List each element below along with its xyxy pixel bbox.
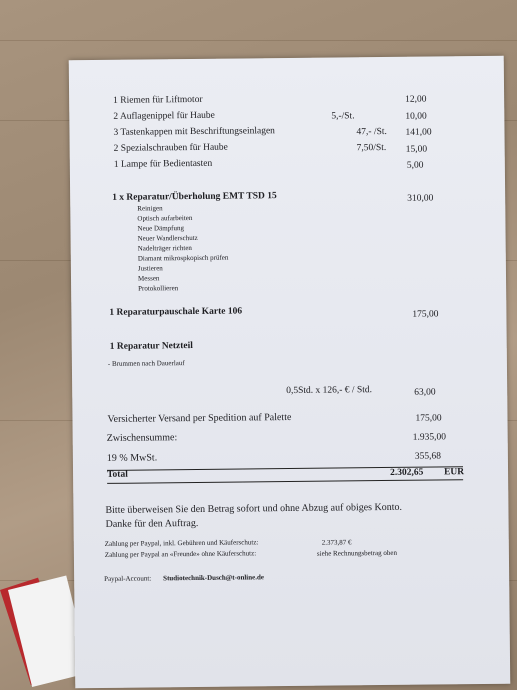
item-text: 1 Lampe für Bedientasten (113, 158, 213, 170)
shipping-label: Versicherter Versand per Spedition auf Palette (107, 411, 292, 425)
item-amount: 15,00 (405, 144, 428, 155)
repair-amount: 310,00 (407, 193, 434, 204)
item-amount: 12,00 (405, 94, 427, 105)
item-text: 3 Tastenkappen mit Beschriftungseinlagen (113, 126, 275, 138)
paypal-fee-label: Zahlung per Paypal, inkl. Gebühren und Käuferschutz: (104, 538, 259, 548)
repair-title: 1 x Reparatur/Überholung EMT TSD 15 (112, 191, 277, 203)
paypal-account-label: Paypal-Account: (104, 574, 152, 583)
subtotal-amount: 1.935,00 (412, 432, 446, 443)
power-note: - Brummen nach Dauerlauf (107, 359, 185, 368)
repair-task: Messen (137, 274, 160, 283)
total-amount: 2.302,65 (390, 467, 424, 478)
payment-request: Bitte überweisen Sie den Betrag sofort und ohne Abzug auf obiges Konto. (105, 501, 403, 516)
paypal-friends-label: Zahlung per Paypal an «Freunde» ohne Käuferschutz: (104, 549, 257, 559)
flat-rate-title: 1 Reparaturpauschale Karte 106 (109, 306, 243, 318)
vat-amount: 355,68 (414, 451, 442, 462)
vat-label: 19 % MwSt. (106, 452, 158, 464)
paypal-account-value: Studiotechnik-Dusch@t-online.de (163, 573, 265, 583)
item-unit-price: 5,-/St. (331, 111, 355, 122)
item-text: 2 Spezialschrauben für Haube (113, 142, 228, 154)
power-calc: 0,5Std. x 126,- € / Std. (286, 385, 373, 397)
repair-task: Neuer Wandlerschutz (137, 233, 198, 243)
item-text: 2 Auflagenippel für Haube (113, 110, 215, 122)
repair-task: Optisch aufarbeiten (137, 214, 193, 223)
thanks-line: Danke für den Auftrag. (105, 517, 199, 530)
repair-task: Reinigen (137, 204, 163, 213)
item-amount: 141,00 (405, 127, 432, 138)
repair-task: Nadelträger richten (137, 244, 192, 253)
total-label: Total (107, 469, 128, 480)
wood-grain (0, 40, 517, 41)
invoice-sheet (69, 56, 511, 689)
repair-task: Justieren (137, 264, 163, 273)
subtotal-label: Zwischensumme: (106, 432, 178, 444)
paypal-fee-value: 2.373,87 € (321, 538, 352, 547)
paypal-friends-value: siehe Rechnungsbetrag oben (316, 548, 398, 558)
item-amount: 10,00 (405, 111, 427, 122)
power-title: 1 Reparatur Netzteil (109, 341, 193, 352)
flat-rate-amount: 175,00 (412, 309, 439, 320)
total-currency: EUR (444, 467, 465, 478)
total-underline (107, 479, 463, 484)
repair-task: Diamant mikrospkopisch prüfen (137, 253, 229, 263)
item-text: 1 Riemen für Liftmotor (113, 94, 203, 106)
repair-task: Protokollieren (138, 284, 179, 293)
repair-task: Neue Dämpfung (137, 224, 184, 233)
item-unit-price: 47,- /St. (356, 126, 387, 138)
power-amount: 63,00 (414, 387, 436, 398)
item-amount: 5,00 (406, 160, 424, 171)
item-unit-price: 7,50/St. (356, 142, 387, 154)
shipping-amount: 175,00 (415, 413, 442, 424)
